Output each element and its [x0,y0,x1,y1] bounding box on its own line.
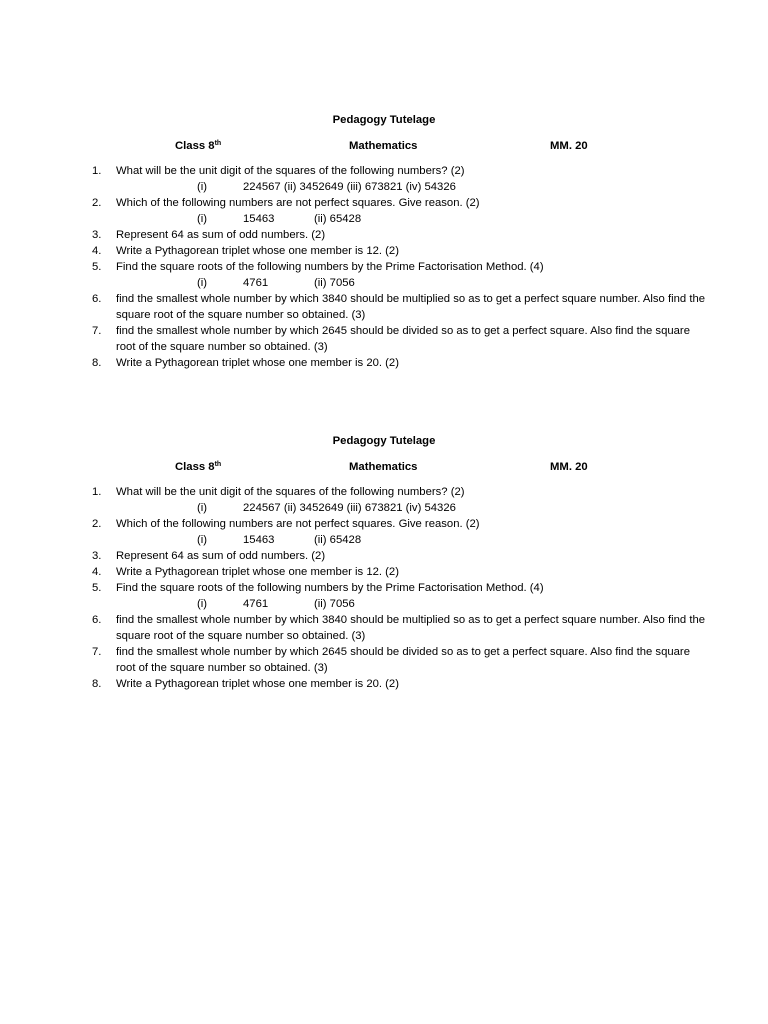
question-2 [0,516,706,532]
question-number: 2. [92,518,102,530]
question-number: 1. [92,165,102,177]
question-text: What will be the unit digit of the squares of the following numbers? (2) [116,165,465,177]
question-5-options [0,596,768,612]
option-marker: (i) [197,213,208,225]
question-text: Which of the following numbers are not perfect squares. Give reason. (2) [116,197,480,209]
question-2 [0,195,706,211]
question-number: 5. [92,582,102,594]
question-4 [0,564,706,580]
subject-label: Mathematics [349,140,418,152]
class-text: Class 8 [175,461,215,473]
question-text: Find the square roots of the following numbers by the Prime Factorisation Method. (4) [116,582,544,594]
question-3 [0,548,706,564]
question-number: 7. [92,646,102,658]
question-number: 3. [92,229,102,241]
option-marker: (i) [197,502,208,514]
question-text: Write a Pythagorean triplet whose one member is 20. (2) [116,678,399,690]
question-8 [0,676,706,692]
question-text: What will be the unit digit of the squares of the following numbers? (2) [116,486,465,498]
question-text: find the smallest whole number by which 2645 should be divided so as to get a perfect square. Also find the square root of the square number so obtained. (3) [116,325,690,353]
question-number: 8. [92,357,102,369]
option-value: (ii) 7056 [314,598,355,610]
header-row [0,138,768,154]
question-5 [0,580,706,596]
worksheet-title: Pedagogy Tutelage [332,114,436,126]
question-3 [0,227,706,243]
question-text: Represent 64 as sum of odd numbers. (2) [116,550,326,562]
worksheet-title: Pedagogy Tutelage [332,435,436,447]
question-5-options [0,275,768,291]
class-superscript: th [214,140,222,147]
question-number: 1. [92,486,102,498]
question-text: find the smallest whole number by which 3840 should be multiplied so as to get a perfect square number. Also find the square root of the square number so obtained. (3) [116,614,706,642]
question-text: find the smallest whole number by which 3840 should be multiplied so as to get a perfect square number. Also find the square root of the square number so obtained. (3) [116,293,706,321]
question-1 [0,163,706,179]
option-value: 4761 [243,277,269,289]
question-2-options [0,211,768,227]
question-text: Write a Pythagorean triplet whose one member is 12. (2) [116,566,399,578]
option-value: (ii) 7056 [314,277,355,289]
question-number: 6. [92,614,102,626]
option-marker: (i) [197,598,208,610]
question-8 [0,355,706,371]
question-text: Write a Pythagorean triplet whose one member is 20. (2) [116,357,399,369]
question-list [0,163,768,371]
question-2-options [0,532,768,548]
question-number: 6. [92,293,102,305]
option-marker: (i) [197,534,208,546]
question-list [0,484,768,692]
question-text: Represent 64 as sum of odd numbers. (2) [116,229,326,241]
option-values: 224567 (ii) 3452649 (iii) 673821 (iv) 54326 [243,502,456,514]
question-6 [0,612,706,644]
question-text: Which of the following numbers are not perfect squares. Give reason. (2) [116,518,480,530]
question-4 [0,243,706,259]
question-text: find the smallest whole number by which 2645 should be divided so as to get a perfect square. Also find the square root of the square number so obtained. (3) [116,646,690,674]
class-superscript: th [214,461,222,468]
question-6 [0,291,706,323]
option-value: (ii) 65428 [314,213,362,225]
question-text: Write a Pythagorean triplet whose one member is 12. (2) [116,245,399,257]
question-7 [0,644,706,676]
option-value: 15463 [243,534,275,546]
option-values: 224567 (ii) 3452649 (iii) 673821 (iv) 54326 [243,181,456,193]
option-value: 15463 [243,213,275,225]
class-label [175,138,221,154]
question-number: 4. [92,245,102,257]
question-text: Find the square roots of the following numbers by the Prime Factorisation Method. (4) [116,261,544,273]
max-marks: MM. 20 [550,140,588,152]
question-number: 8. [92,678,102,690]
class-text: Class 8 [175,140,215,152]
subject-label: Mathematics [349,461,418,473]
max-marks: MM. 20 [550,461,588,473]
question-number: 2. [92,197,102,209]
question-5 [0,259,706,275]
option-marker: (i) [197,181,208,193]
option-value: 4761 [243,598,269,610]
question-1 [0,484,706,500]
question-number: 7. [92,325,102,337]
header-row [0,459,768,475]
question-number: 4. [92,566,102,578]
option-marker: (i) [197,277,208,289]
class-label [175,459,221,475]
question-7 [0,323,706,355]
question-1-options [0,500,768,516]
option-value: (ii) 65428 [314,534,362,546]
question-number: 3. [92,550,102,562]
question-number: 5. [92,261,102,273]
question-1-options [0,179,768,195]
